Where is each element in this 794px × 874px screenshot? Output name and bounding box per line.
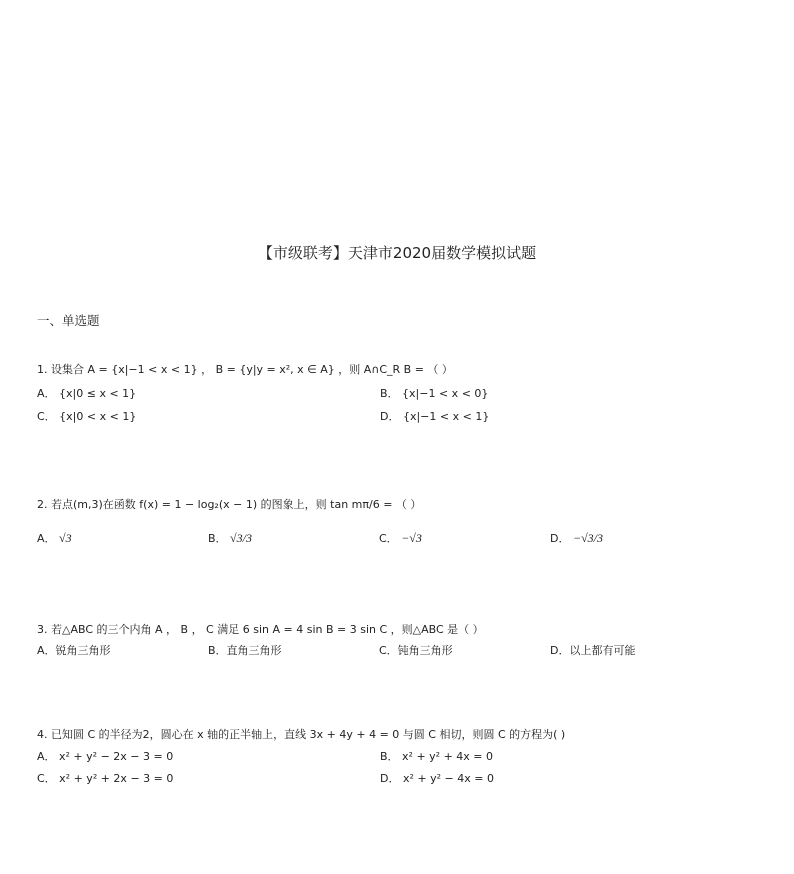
- question-4-option-b: B． x² + y² + 4x = 0: [380, 750, 494, 763]
- question-3-option-a: A．锐角三角形: [37, 644, 111, 657]
- option-letter: C．: [379, 532, 398, 545]
- section-title: 一、单选题: [37, 313, 100, 328]
- question-3-stem: 3. 若△ABC 的三个内角 A ， B ， C 满足 6 sin A = 4 sin B = 3 sin C ，则△ABC 是（ ）: [37, 623, 484, 636]
- question-1-option-a: A． {x|0 ≤ x < 1}: [37, 387, 137, 400]
- question-3-option-b: B．直角三角形: [208, 644, 282, 657]
- question-2-option-b: [208, 530, 252, 546]
- question-1-option-d: D． {x|−1 < x < 1}: [380, 410, 490, 423]
- question-4-stem: 4. 已知圆 C 的半径为2，圆心在 x 轴的正半轴上，直线 3x + 4y + 4 = 0 与圆 C 相切，则圆 C 的方程为( ): [37, 728, 566, 741]
- option-value: √3/3: [230, 531, 252, 545]
- question-2-option-d: [550, 530, 603, 546]
- option-value: −√3: [401, 531, 422, 545]
- document-title: 【市级联考】天津市2020届数学模拟试题: [257, 244, 537, 262]
- option-value: √3: [59, 531, 72, 545]
- question-2-option-a: [37, 530, 72, 546]
- option-value: −√3/3: [572, 531, 604, 545]
- option-letter: A．: [37, 532, 56, 545]
- question-3-option-c: C．钝角三角形: [379, 644, 453, 657]
- question-4-option-c: C． x² + y² + 2x − 3 = 0: [37, 772, 174, 785]
- question-1-stem: 1. 设集合 A = {x|−1 < x < 1} ， B = {y|y = x², x ∈ A} ，则 A∩C_R B = （ ）: [37, 363, 453, 376]
- question-1-option-c: C． {x|0 < x < 1}: [37, 410, 137, 423]
- question-2-stem: 2. 若点(m,3)在函数 f(x) = 1 − log₂(x − 1) 的图象上，则 tan mπ/6 = （ ）: [37, 498, 422, 511]
- question-2-option-c: [379, 530, 422, 546]
- option-letter: D．: [550, 532, 570, 545]
- question-4-option-a: A． x² + y² − 2x − 3 = 0: [37, 750, 174, 763]
- option-letter: B．: [208, 532, 227, 545]
- question-4-option-d: D． x² + y² − 4x = 0: [380, 772, 494, 785]
- question-3-option-d: D．以上都有可能: [550, 644, 636, 657]
- question-1-option-b: B． {x|−1 < x < 0}: [380, 387, 489, 400]
